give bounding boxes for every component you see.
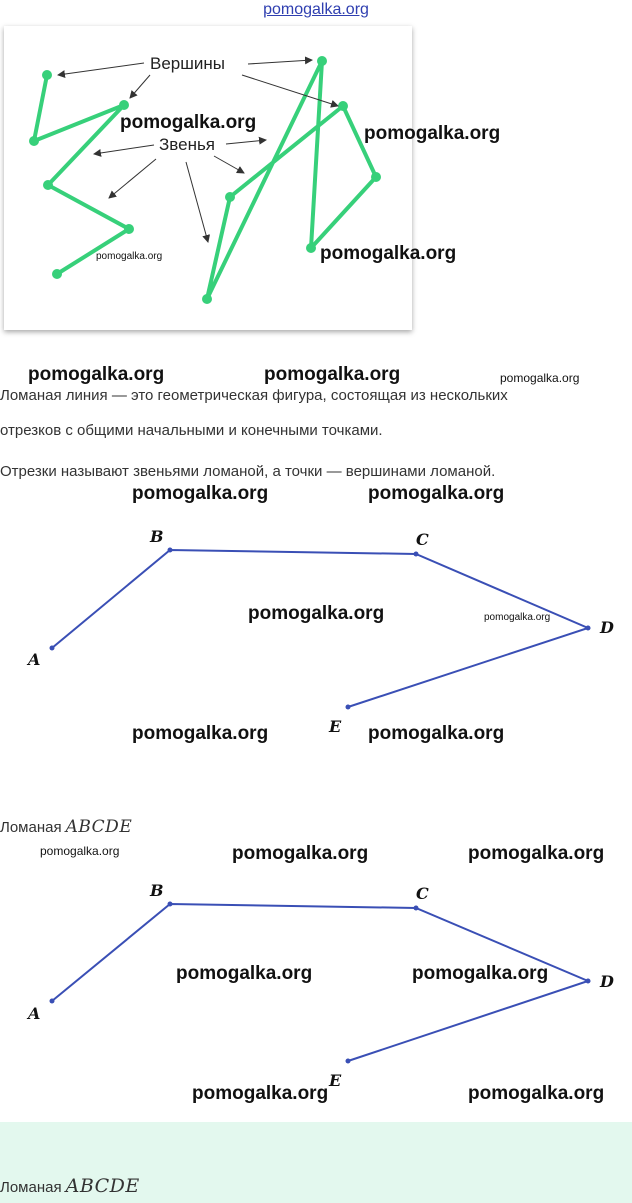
figure-caption — [0, 817, 132, 837]
watermark: pomogalka.org — [132, 723, 269, 744]
watermark: pomogalka.org — [484, 612, 551, 623]
left-polyline — [34, 75, 129, 274]
polyline-abcde — [52, 550, 588, 707]
vertex-label-c: C — [416, 884, 429, 903]
footer-caption-math: ABCDE — [65, 1175, 140, 1197]
footer-caption-word: Ломаная — [0, 1179, 62, 1196]
polyline-abcde-points — [50, 548, 591, 710]
watermark: pomogalka.org — [120, 112, 257, 133]
watermark: pomogalka.org — [320, 243, 457, 264]
polyline-abcde-figure — [0, 520, 632, 750]
polyline-abcde-figure-repeat — [0, 874, 632, 1104]
polyline-illustration — [4, 26, 412, 330]
vertex-label-c: C — [416, 530, 429, 549]
watermark: pomogalka.org — [468, 843, 605, 864]
vertex-label-e: E — [329, 1071, 342, 1090]
footer-caption — [0, 1175, 140, 1197]
caption-word: Ломаная — [0, 819, 62, 836]
watermark: pomogalka.org — [468, 1083, 605, 1104]
watermark: pomogalka.org — [368, 723, 505, 744]
definition-line-2: отрезков с общими начальными и конечными точками. — [0, 422, 383, 439]
watermark: pomogalka.org — [368, 483, 505, 504]
watermark: pomogalka.org — [40, 844, 120, 858]
watermark: pomogalka.org — [500, 371, 580, 385]
vertex-label-d: D — [600, 618, 614, 637]
watermark: pomogalka.org — [412, 963, 549, 984]
watermark: pomogalka.org — [132, 483, 269, 504]
vertex-label-b: B — [150, 527, 164, 546]
vertex-label-a: A — [28, 1004, 41, 1023]
vertices-label: Вершины — [150, 54, 225, 73]
vertex-label-d: D — [600, 972, 614, 991]
watermark: pomogalka.org — [232, 843, 369, 864]
watermark: pomogalka.org — [28, 364, 165, 385]
watermark: pomogalka.org — [176, 963, 313, 984]
site-header-link[interactable]: pomogalka.org — [263, 1, 369, 18]
terms-paragraph: Отрезки называют звеньями ломаной, а точки — вершинами ломаной. — [0, 463, 496, 480]
watermark: pomogalka.org — [192, 1083, 329, 1104]
vertex-label-b: B — [150, 881, 164, 900]
watermark: pomogalka.org — [248, 603, 385, 624]
watermark: pomogalka.org — [96, 251, 163, 262]
vertex-label-a: A — [28, 650, 41, 669]
watermark: pomogalka.org — [264, 364, 401, 385]
right-polyline-vertices — [202, 56, 381, 304]
left-polyline-vertices — [29, 70, 134, 279]
links-label: Звенья — [159, 135, 216, 154]
definition-line-1: Ломаная линия — это геометрическая фигура, состоящая из нескольких — [0, 387, 508, 404]
figure-card — [4, 26, 412, 330]
vertex-label-e: E — [329, 717, 342, 736]
watermark: pomogalka.org — [364, 123, 501, 144]
caption-math: ABCDE — [65, 817, 133, 837]
